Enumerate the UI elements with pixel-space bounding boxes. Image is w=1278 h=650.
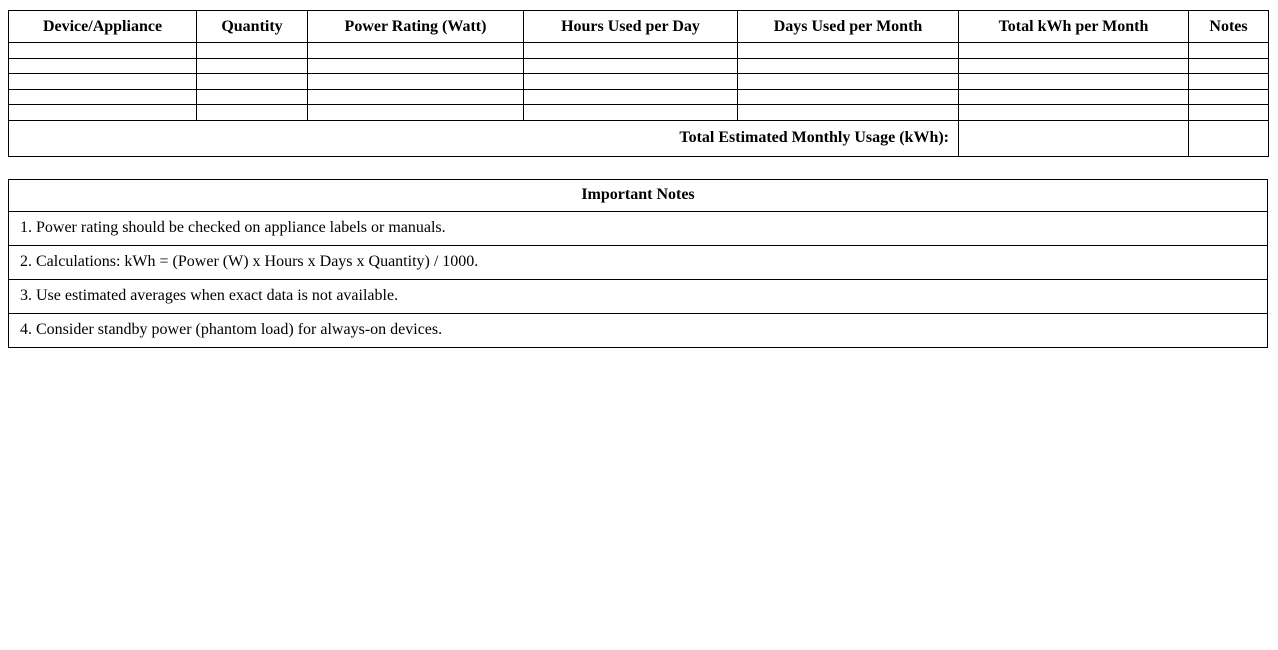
- empty-cell-notes: [1189, 43, 1269, 59]
- empty-cell-days: [738, 58, 959, 74]
- important-notes-table: [8, 179, 1268, 348]
- usage-table-empty-row-1: [9, 43, 1269, 59]
- col-header-total-kwh: Total kWh per Month: [959, 11, 1189, 43]
- notes-table-header-row: [9, 179, 1268, 211]
- col-header-power-rating: Power Rating (Watt): [308, 11, 524, 43]
- usage-table-empty-row-3: [9, 74, 1269, 90]
- empty-cell-power: [308, 89, 524, 105]
- col-header-days-per-month: Days Used per Month: [738, 11, 959, 43]
- usage-table-empty-row-2: [9, 58, 1269, 74]
- empty-cell-quantity: [197, 58, 308, 74]
- usage-table-empty-row-5: [9, 105, 1269, 121]
- empty-cell-notes: [1189, 58, 1269, 74]
- empty-cell-quantity: [197, 89, 308, 105]
- empty-cell-power: [308, 43, 524, 59]
- empty-cell-hours: [524, 89, 738, 105]
- empty-cell-notes: [1189, 105, 1269, 121]
- note-row-4: [9, 313, 1268, 347]
- usage-table-header-row: [9, 11, 1269, 43]
- notes-table-title: Important Notes: [9, 179, 1268, 211]
- empty-cell-days: [738, 74, 959, 90]
- note-item-2: 2. Calculations: kWh = (Power (W) x Hours x Days x Quantity) / 1000.: [9, 245, 1268, 279]
- empty-cell-power: [308, 74, 524, 90]
- col-header-quantity: Quantity: [197, 11, 308, 43]
- empty-cell-power: [308, 105, 524, 121]
- col-header-device-appliance: Device/Appliance: [9, 11, 197, 43]
- note-item-3: 3. Use estimated averages when exact data is not available.: [9, 279, 1268, 313]
- col-header-notes: Notes: [1189, 11, 1269, 43]
- note-row-1: [9, 211, 1268, 245]
- empty-cell-quantity: [197, 43, 308, 59]
- empty-cell-kwh: [959, 43, 1189, 59]
- empty-cell-device: [9, 74, 197, 90]
- total-value-cell: [959, 120, 1189, 156]
- empty-cell-kwh: [959, 89, 1189, 105]
- empty-cell-notes: [1189, 89, 1269, 105]
- empty-cell-hours: [524, 105, 738, 121]
- total-notes-cell: [1189, 120, 1269, 156]
- usage-table-total-row: [9, 120, 1269, 156]
- empty-cell-notes: [1189, 74, 1269, 90]
- note-item-1: 1. Power rating should be checked on appliance labels or manuals.: [9, 211, 1268, 245]
- empty-cell-days: [738, 89, 959, 105]
- empty-cell-days: [738, 105, 959, 121]
- col-header-hours-per-day: Hours Used per Day: [524, 11, 738, 43]
- total-label-cell: Total Estimated Monthly Usage (kWh):: [9, 120, 959, 156]
- energy-usage-table: [8, 10, 1269, 157]
- empty-cell-kwh: [959, 105, 1189, 121]
- empty-cell-hours: [524, 43, 738, 59]
- empty-cell-device: [9, 43, 197, 59]
- empty-cell-hours: [524, 58, 738, 74]
- empty-cell-kwh: [959, 74, 1189, 90]
- empty-cell-device: [9, 58, 197, 74]
- empty-cell-device: [9, 105, 197, 121]
- empty-cell-kwh: [959, 58, 1189, 74]
- empty-cell-days: [738, 43, 959, 59]
- note-item-4: 4. Consider standby power (phantom load) for always-on devices.: [9, 313, 1268, 347]
- empty-cell-hours: [524, 74, 738, 90]
- usage-table-empty-row-4: [9, 89, 1269, 105]
- empty-cell-quantity: [197, 105, 308, 121]
- empty-cell-quantity: [197, 74, 308, 90]
- empty-cell-device: [9, 89, 197, 105]
- note-row-3: [9, 279, 1268, 313]
- note-row-2: [9, 245, 1268, 279]
- empty-cell-power: [308, 58, 524, 74]
